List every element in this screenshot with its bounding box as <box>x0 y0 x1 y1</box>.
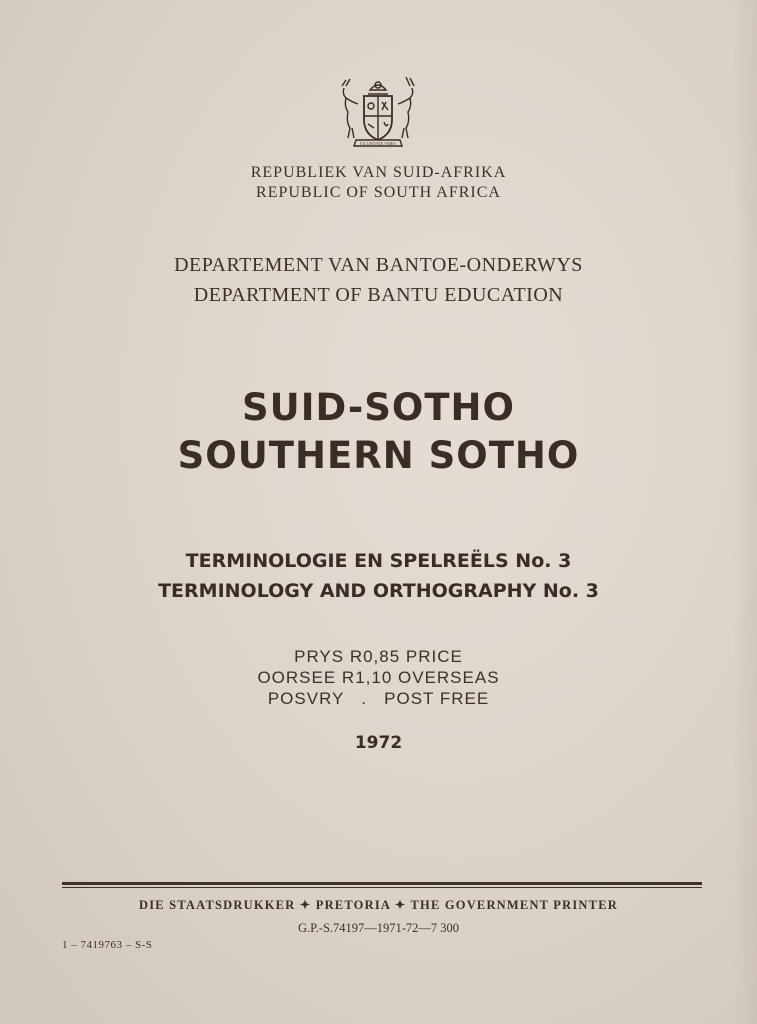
gp-number: G.P.-S.74197—1971-72—7 300 <box>297 921 460 935</box>
republic-english: REPUBLIC OF SOUTH AFRICA <box>256 184 501 201</box>
title-english: SOUTHERN SOTHO <box>177 434 580 477</box>
department-afrikaans: DEPARTEMENT VAN BANTOE-ONDERWYS <box>174 254 583 276</box>
overseas-price-line: OORSEE R1,10 OVERSEAS <box>257 668 500 687</box>
publication-year: 1972 <box>354 733 403 753</box>
catalogue-code: 1 – 7419763 – S-S <box>62 939 153 951</box>
subtitle-afrikaans: TERMINOLOGIE EN SPELREËLS No. 3 <box>185 550 572 572</box>
government-printer-line: DIE STAATSDRUKKER ✦ PRETORIA ✦ THE GOVERNMENT PRINTER <box>139 898 618 912</box>
footer-rule-thin <box>62 887 702 888</box>
subtitle-english: TERMINOLOGY AND ORTHOGRAPHY No. 3 <box>158 580 599 602</box>
svg-text:EX UNITATE VIRES: EX UNITATE VIRES <box>360 141 396 146</box>
department-english: DEPARTMENT OF BANTU EDUCATION <box>193 284 564 306</box>
footer-rule-thick <box>62 882 702 885</box>
republic-afrikaans: REPUBLIEK VAN SUID-AFRIKA <box>250 164 507 181</box>
post-free-line: POSVRY . POST FREE <box>267 689 490 708</box>
title-afrikaans: SUID-SOTHO <box>242 386 515 429</box>
coat-of-arms-icon <box>328 76 428 150</box>
price-line: PRYS R0,85 PRICE <box>294 647 463 666</box>
